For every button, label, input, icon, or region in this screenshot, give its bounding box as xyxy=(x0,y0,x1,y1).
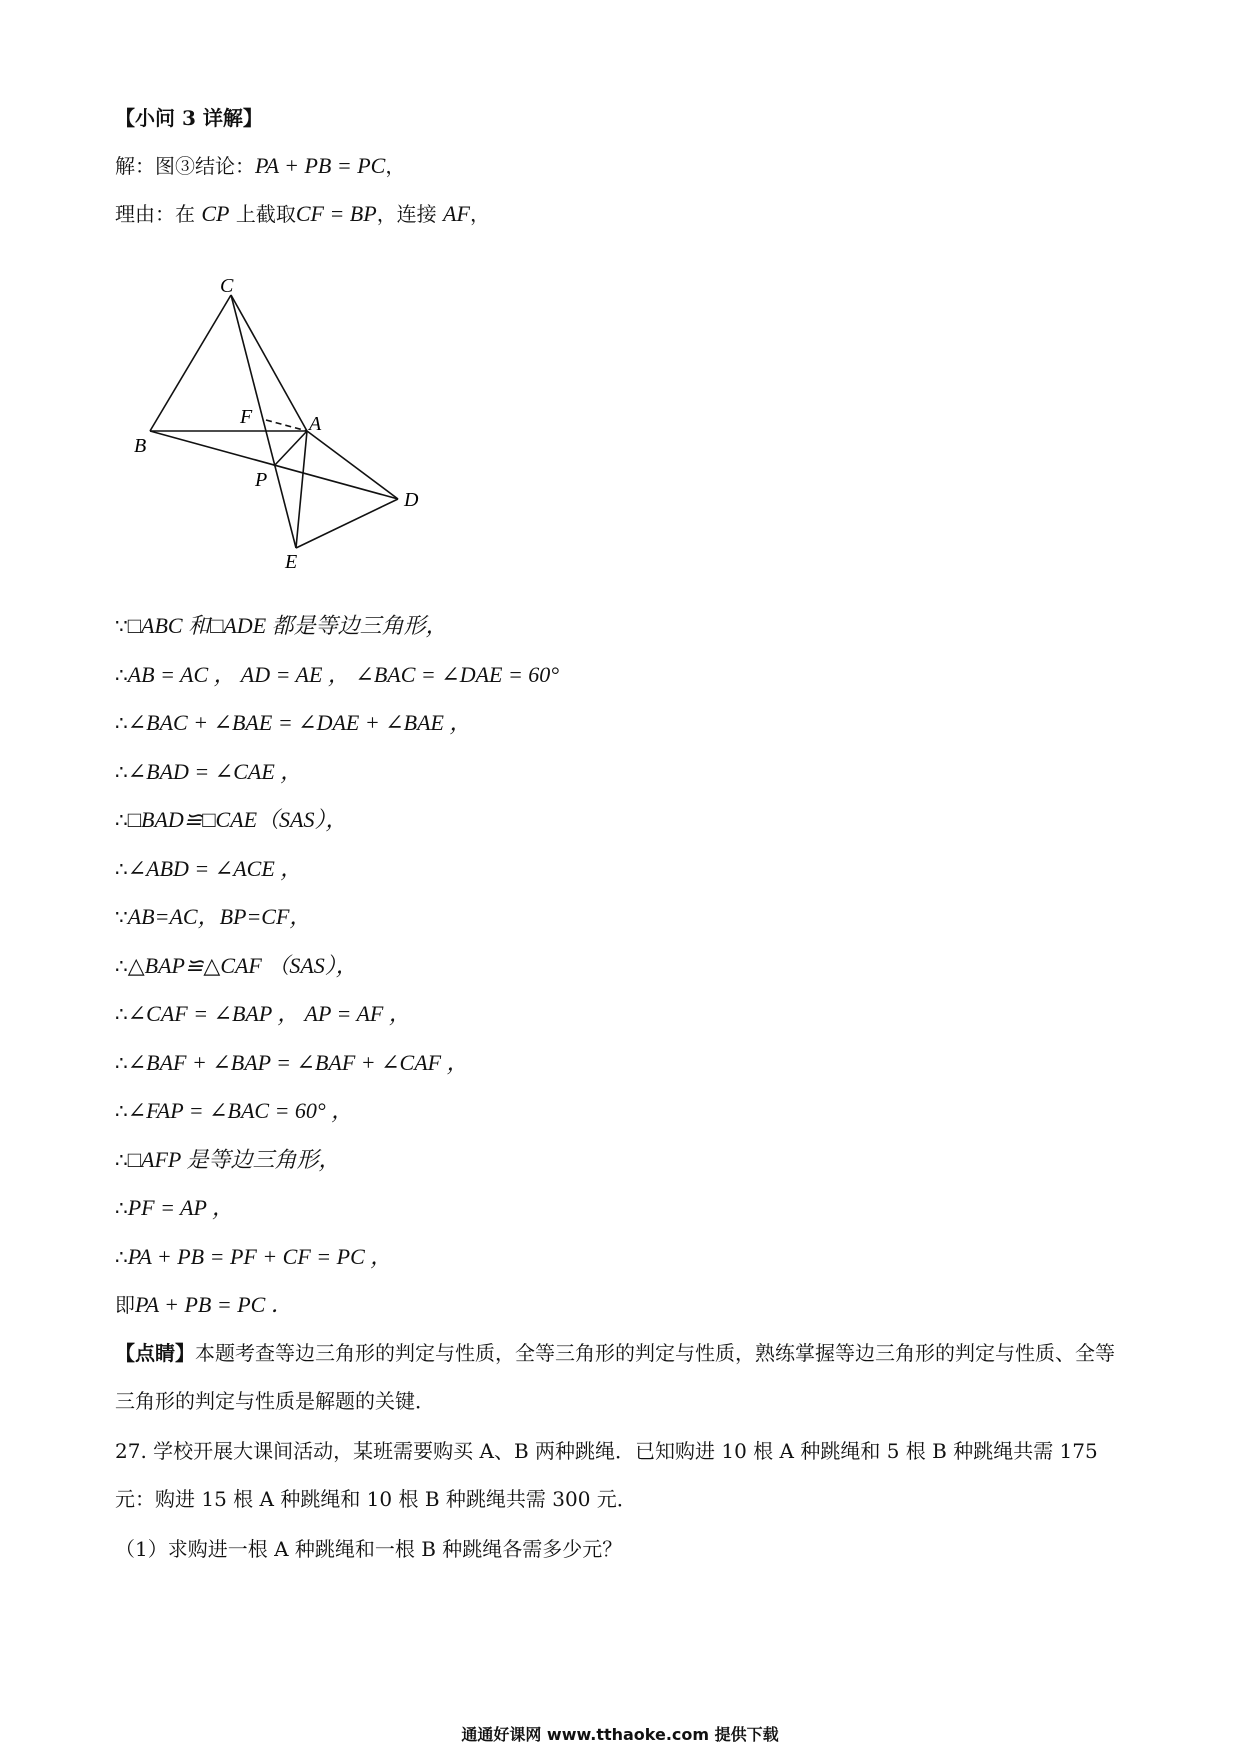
step-3 xyxy=(115,709,471,737)
step-text: ∠BAC + ∠BAE = ∠DAE + ∠BAE ， xyxy=(127,710,472,735)
step-symbol: ∵ xyxy=(115,614,128,638)
step-text: PA + PB = PF + CF = PC ， xyxy=(127,1244,393,1269)
step-symbol: ∴ xyxy=(115,760,128,784)
section-heading: 【小问 3 详解】 xyxy=(115,106,263,130)
segment-fa-dashed xyxy=(266,420,307,431)
label-c: C xyxy=(220,275,234,297)
step-1 xyxy=(115,612,448,640)
step-text: PA + PB = PC ． xyxy=(135,1292,293,1317)
segment-ae xyxy=(296,431,307,548)
step-6 xyxy=(115,855,302,883)
step-4 xyxy=(115,758,302,786)
conclusion-suffix: ， xyxy=(385,154,406,178)
step-symbol: ∴ xyxy=(115,1002,128,1026)
comment-label: 【点睛】 xyxy=(115,1341,195,1365)
step-text: ∠BAD = ∠CAE ， xyxy=(127,759,303,784)
step-text: ∠BAF + ∠BAP = ∠BAF + ∠CAF ， xyxy=(127,1050,469,1075)
comment-paragraph xyxy=(115,1329,1125,1425)
step-10 xyxy=(115,1049,469,1077)
step-symbol: ∴ xyxy=(115,711,128,735)
step-text: □ABC 和□ADE 都是等边三角形， xyxy=(127,613,448,638)
label-f: F xyxy=(240,406,253,428)
step-text: ∠CAF = ∠BAP ， AP = AF ， xyxy=(127,1001,411,1026)
step-11 xyxy=(115,1097,353,1125)
step-text: □AFP 是等边三角形， xyxy=(127,1147,341,1172)
step-symbol: ∴ xyxy=(115,1196,128,1220)
step-text: □BAD≌□CAE（SAS）， xyxy=(127,807,348,832)
step-symbol: ∴ xyxy=(115,1099,128,1123)
step-text: ∠ABD = ∠ACE ， xyxy=(127,856,303,881)
step-text: AB = AC ， AD = AE ， ∠BAC = ∠DAE = 60° xyxy=(127,662,560,687)
label-p: P xyxy=(255,469,268,491)
reason-suffix: ， xyxy=(469,202,490,226)
label-a: A xyxy=(309,413,322,435)
conclusion-formula: PA + PB = PC xyxy=(255,153,386,178)
label-b: B xyxy=(134,435,147,457)
step-symbol: ∴ xyxy=(115,663,128,687)
segment-ap xyxy=(274,431,307,466)
step-symbol: ∴ xyxy=(115,1148,128,1172)
step-9 xyxy=(115,1000,411,1028)
reason-af: AF xyxy=(443,201,470,226)
step-2 xyxy=(115,661,559,689)
step-5 xyxy=(115,806,348,834)
problem-27-q1: （1）求购进一根 A 种跳绳和一根 B 种跳绳各需多少元？ xyxy=(115,1537,623,1561)
step-text: AB=AC，BP=CF， xyxy=(127,904,312,929)
step-7 xyxy=(115,903,311,931)
segment-de xyxy=(296,499,398,548)
step-symbol: ∴ xyxy=(115,808,128,832)
step-symbol: ∴ xyxy=(115,1245,128,1269)
step-13 xyxy=(115,1194,234,1222)
reason-mid2: ，连接 xyxy=(376,202,444,226)
step-symbol: ∴ xyxy=(115,1051,128,1075)
segment-ad xyxy=(307,431,398,499)
label-e: E xyxy=(285,551,298,573)
step-text: ∠FAP = ∠BAC = 60° ， xyxy=(127,1098,354,1123)
step-text: PF = AP ， xyxy=(127,1195,235,1220)
problem-27: 27. 学校开展大课间活动，某班需要购买 A、B 两种跳绳．已知购进 10 根 A 种跳绳和 5 根 B 种跳绳共需 175 元：购进 15 根 A 种跳绳和 10 根 B 种跳绳共需 300 元． xyxy=(115,1439,1098,1511)
step-text: △BAP≌△CAF （SAS）， xyxy=(127,953,358,978)
geometry-figure xyxy=(0,0,1240,600)
reason-cf-bp: CF = BP xyxy=(295,201,377,226)
step-12 xyxy=(115,1146,340,1174)
step-symbol: ∴ xyxy=(115,857,128,881)
step-14 xyxy=(115,1243,392,1271)
reason-mid: 上截取 xyxy=(229,202,296,226)
conclusion-prefix: 解：图③结论： xyxy=(115,154,255,178)
segment-cb xyxy=(150,295,231,431)
reason-cp: CP xyxy=(201,201,230,226)
step-symbol: ∵ xyxy=(115,905,128,929)
reason-prefix: 理由：在 xyxy=(115,202,202,226)
step-8 xyxy=(115,952,358,980)
page-footer: 通通好课网 www.tthaoke.com 提供下载 xyxy=(461,1725,779,1744)
step-symbol: 即 xyxy=(115,1293,135,1317)
comment-text: 本题考查等边三角形的判定与性质，全等三角形的判定与性质，熟练掌握等边三角形的判定与性质、全等三角形的判定与性质是解题的关键． xyxy=(115,1341,1115,1413)
step-15 xyxy=(115,1291,293,1319)
label-d: D xyxy=(404,489,419,511)
step-symbol: ∴ xyxy=(115,954,128,978)
